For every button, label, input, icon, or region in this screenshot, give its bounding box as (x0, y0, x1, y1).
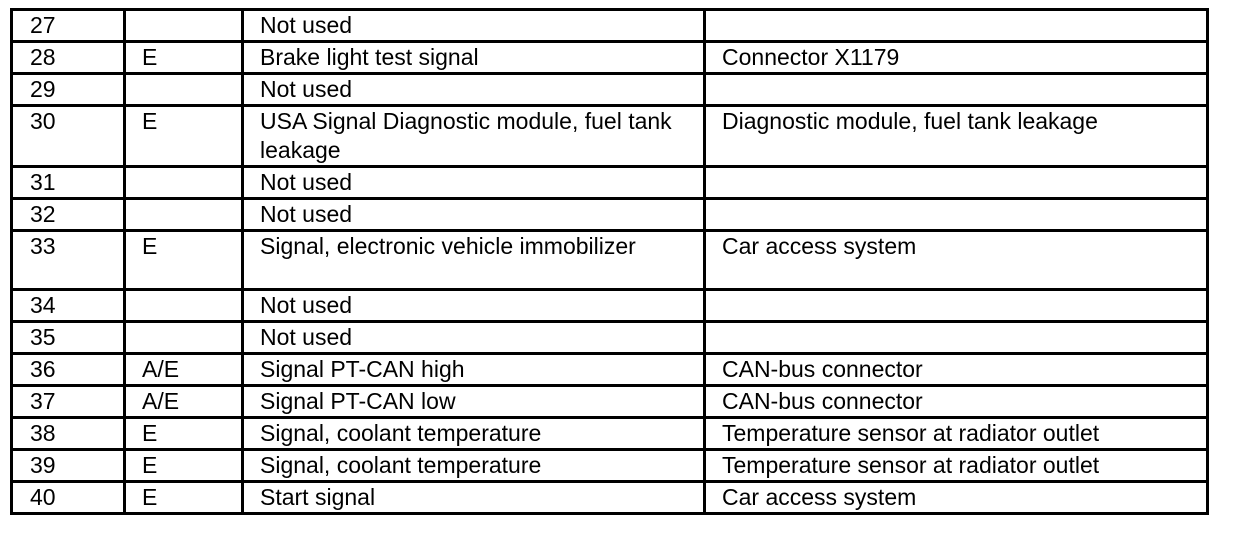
signal-type-cell: E (125, 418, 243, 450)
destination-cell: Temperature sensor at radiator outlet (705, 450, 1208, 482)
pin-number-cell: 39 (12, 450, 125, 482)
destination-cell: CAN-bus connector (705, 354, 1208, 386)
destination-cell: Temperature sensor at radiator outlet (705, 418, 1208, 450)
destination-cell: Connector X1179 (705, 42, 1208, 74)
signal-type-cell (125, 10, 243, 42)
description-cell: Not used (243, 290, 705, 322)
table-row (12, 106, 1208, 167)
description-cell: Brake light test signal (243, 42, 705, 74)
description-cell: Start signal (243, 482, 705, 514)
table-row (12, 231, 1208, 290)
pin-number-cell: 40 (12, 482, 125, 514)
description-cell: Not used (243, 167, 705, 199)
description-cell: Not used (243, 199, 705, 231)
destination-cell: Diagnostic module, fuel tank leakage (705, 106, 1208, 167)
table-row (12, 418, 1208, 450)
pin-number-cell: 35 (12, 322, 125, 354)
destination-cell (705, 199, 1208, 231)
signal-type-cell: A/E (125, 386, 243, 418)
pin-number-cell: 38 (12, 418, 125, 450)
signal-type-cell: E (125, 450, 243, 482)
destination-cell: Car access system (705, 482, 1208, 514)
signal-type-cell (125, 199, 243, 231)
description-cell: Signal PT-CAN low (243, 386, 705, 418)
pin-number-cell: 34 (12, 290, 125, 322)
table-row (12, 482, 1208, 514)
pin-number-cell: 33 (12, 231, 125, 290)
signal-type-cell: A/E (125, 354, 243, 386)
table-row (12, 199, 1208, 231)
description-cell: Not used (243, 10, 705, 42)
table-row (12, 354, 1208, 386)
description-cell: Not used (243, 74, 705, 106)
description-cell: Signal PT-CAN high (243, 354, 705, 386)
pin-number-cell: 27 (12, 10, 125, 42)
description-cell: USA Signal Diagnostic module, fuel tank leakage (243, 106, 705, 167)
pin-number-cell: 30 (12, 106, 125, 167)
signal-type-cell (125, 290, 243, 322)
table-row (12, 42, 1208, 74)
signal-type-cell (125, 74, 243, 106)
description-cell: Signal, coolant temperature (243, 418, 705, 450)
destination-cell: Car access system (705, 231, 1208, 290)
signal-type-cell: E (125, 482, 243, 514)
pin-number-cell: 31 (12, 167, 125, 199)
table-row (12, 386, 1208, 418)
description-cell: Not used (243, 322, 705, 354)
signal-type-cell: E (125, 106, 243, 167)
table-row (12, 74, 1208, 106)
pin-number-cell: 36 (12, 354, 125, 386)
table-row (12, 450, 1208, 482)
signal-type-cell: E (125, 42, 243, 74)
signal-type-cell (125, 167, 243, 199)
destination-cell (705, 74, 1208, 106)
pin-assignment-table (10, 8, 1209, 515)
signal-type-cell: E (125, 231, 243, 290)
table-row (12, 10, 1208, 42)
pin-number-cell: 37 (12, 386, 125, 418)
destination-cell (705, 167, 1208, 199)
destination-cell: CAN-bus connector (705, 386, 1208, 418)
signal-type-cell (125, 322, 243, 354)
destination-cell (705, 322, 1208, 354)
pin-number-cell: 32 (12, 199, 125, 231)
destination-cell (705, 290, 1208, 322)
pin-number-cell: 28 (12, 42, 125, 74)
description-cell: Signal, coolant temperature (243, 450, 705, 482)
description-cell: Signal, electronic vehicle immobilizer (243, 231, 705, 290)
table-row (12, 290, 1208, 322)
destination-cell (705, 10, 1208, 42)
table-row (12, 322, 1208, 354)
pin-number-cell: 29 (12, 74, 125, 106)
table-row (12, 167, 1208, 199)
